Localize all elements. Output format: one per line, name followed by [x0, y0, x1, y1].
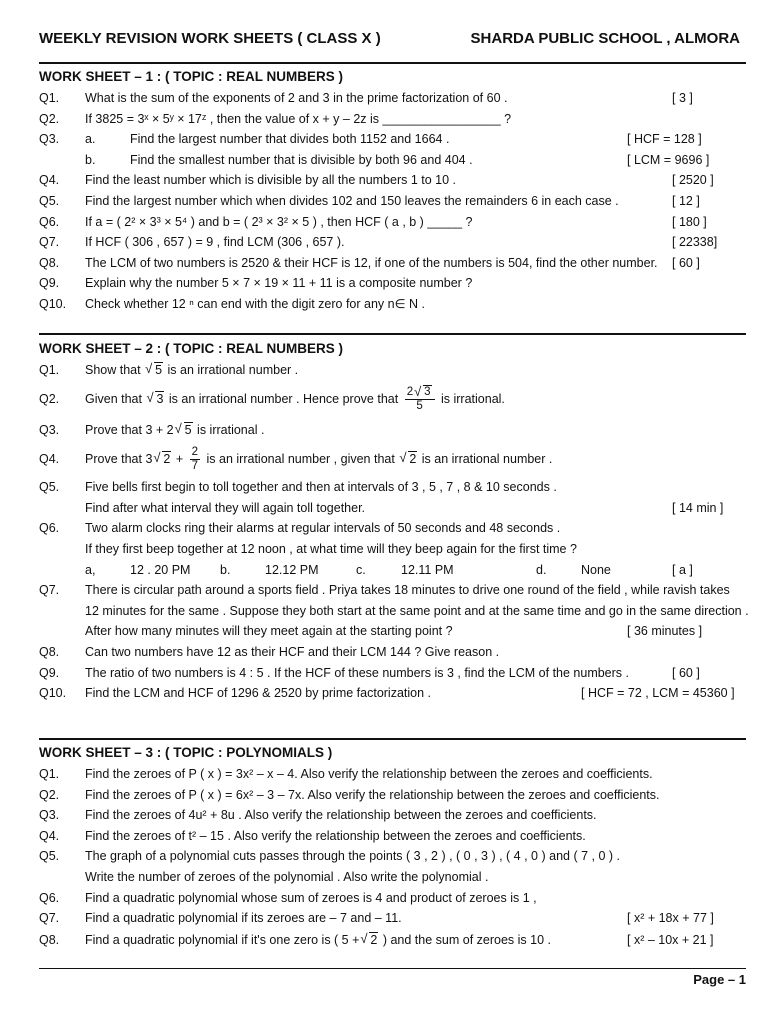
question-text: Find the zeroes of 4u² + 8u . Also verify the relationship between the zeroes and coefficients.: [85, 808, 597, 823]
text: is an irrational number . Hence prove that: [168, 391, 399, 406]
answer: [ LCM = 9696 ]: [627, 152, 710, 167]
divider: [39, 333, 746, 335]
question-text: If HCF ( 306 , 657 ) = 9 , find LCM (306 , 657 ).: [85, 235, 345, 250]
question-row: [39, 383, 746, 415]
question-number: Q6.: [39, 890, 60, 905]
text: is irrational.: [440, 391, 505, 406]
question-text: Explain why the number 5 × 7 × 19 × 11 + 11 is a composite number ?: [85, 276, 473, 291]
question-row: [39, 580, 746, 601]
question-number: Q6.: [39, 521, 60, 536]
answer: [ 60 ]: [672, 665, 700, 680]
text: is irrational .: [197, 422, 265, 437]
question-row: [39, 908, 746, 929]
answer: [ 3 ]: [672, 91, 693, 105]
question-row: [39, 443, 746, 475]
text: Find a quadratic polynomial if it's one zero is ( 5 +: [85, 932, 360, 947]
question-row: [39, 232, 746, 253]
fraction: [190, 446, 200, 473]
worksheet-heading: WEEKLY REVISION WORK SHEETS ( CLASS X ): [39, 30, 381, 47]
answer: [ 36 minutes ]: [627, 624, 703, 639]
option-d: None: [581, 562, 611, 577]
question-row: [39, 683, 746, 704]
option-label: c.: [356, 562, 366, 577]
question-row: [39, 785, 746, 806]
denominator: 7: [191, 460, 199, 473]
text: Show that: [85, 363, 141, 377]
sub-part-label: b.: [85, 152, 96, 167]
school-name: SHARDA PUBLIC SCHOOL , ALMORA: [470, 30, 740, 47]
page-number: Page – 1: [693, 972, 746, 987]
question-number: Q5.: [39, 480, 60, 495]
answer: [ a ]: [672, 562, 693, 577]
sqrt-symbol: [146, 383, 164, 415]
text: is an irrational number .: [167, 363, 299, 377]
numerator: [405, 386, 435, 400]
question-row: [39, 360, 746, 381]
question-number: Q9.: [39, 665, 60, 680]
question-number: Q8.: [39, 644, 60, 659]
question-text: Can two numbers have 12 as their HCF and their LCM 144 ? Give reason .: [85, 644, 500, 659]
question-number: Q8.: [39, 255, 60, 270]
sqrt-symbol: [360, 930, 378, 951]
question-row: [39, 805, 746, 826]
sqrt-symbol: [175, 420, 193, 441]
radicand: 2: [163, 452, 171, 467]
question-number: Q8.: [39, 932, 60, 947]
divider: [39, 968, 746, 969]
question-number: Q7.: [39, 583, 60, 598]
question-row: [39, 273, 746, 294]
sqrt-symbol: [399, 443, 417, 475]
question-text: Find the largest number which when divides 102 and 150 leaves the remainders 6 in each case .: [85, 193, 619, 208]
options-row: [39, 560, 746, 581]
question-text: [85, 443, 552, 475]
divider: [39, 62, 746, 64]
answer: [ 22338]: [672, 235, 718, 250]
option-label: b.: [220, 562, 231, 577]
option-c: 12.11 PM: [401, 562, 454, 577]
question-row: [39, 867, 746, 888]
question-row: [39, 663, 746, 684]
numerator: 2: [191, 446, 199, 459]
question-text: Find the zeroes of t² – 15 . Also verify the relationship between the zeroes and coefficients.: [85, 828, 586, 843]
question-number: Q2.: [39, 787, 60, 802]
option-b: 12.12 PM: [265, 562, 319, 577]
answer: [ HCF = 128 ]: [627, 132, 702, 147]
question-row: [39, 253, 746, 274]
question-text: Write the number of zeroes of the polynomial . Also write the polynomial .: [85, 869, 489, 884]
question-row: [39, 420, 746, 441]
text: Prove that 3 + 2: [85, 422, 174, 437]
radicand: 3: [156, 391, 164, 406]
question-text: 12 minutes for the same . Suppose they both start at the same point and at the same time and go in the same direction .: [85, 603, 749, 618]
question-number: Q3.: [39, 808, 60, 823]
worksheet-1-title: WORK SHEET – 1 : ( TOPIC : REAL NUMBERS ): [39, 69, 344, 84]
question-text: The LCM of two numbers is 2520 & their HCF is 12, if one of the numbers is 504, find the other number.: [85, 255, 658, 270]
question-number: Q2.: [39, 391, 60, 406]
question-row: [39, 642, 746, 663]
question-text: [85, 420, 264, 441]
radicand: 3: [424, 385, 431, 398]
question-text: Find a quadratic polynomial whose sum of zeroes is 4 and product of zeroes is 1 ,: [85, 890, 537, 905]
question-number: Q5.: [39, 849, 60, 864]
worksheet-2: [39, 340, 749, 704]
question-row: [39, 846, 746, 867]
question-row: [39, 109, 746, 130]
question-text: After how many minutes will they meet again at the starting point ?: [85, 624, 453, 639]
question-number: Q4.: [39, 173, 60, 188]
worksheet-3-title: WORK SHEET – 3 : ( TOPIC : POLYNOMIALS ): [39, 745, 333, 760]
radicand: 2: [409, 452, 417, 467]
text: Prove that 3: [85, 452, 153, 467]
question-text: If they first beep together at 12 noon , at what time will they beep again for the first time ?: [85, 541, 577, 556]
question-text: What is the sum of the exponents of 2 and 3 in the prime factorization of 60 .: [85, 91, 508, 105]
answer: [ 14 min ]: [672, 500, 724, 515]
denominator: 5: [416, 399, 423, 412]
divider: [39, 738, 746, 740]
answer: [ 2520 ]: [672, 173, 714, 188]
question-text: If 3825 = 3ˣ × 5ʸ × 17ᶻ , then the value of x + y – 2z is _________________ ?: [85, 111, 512, 126]
question-row: [39, 294, 746, 315]
question-row: [39, 764, 746, 785]
question-text: Find the smallest number that is divisible by both 96 and 404 .: [130, 152, 473, 167]
question-text: Check whether 12 ⁿ can end with the digit zero for any n∈ N .: [85, 296, 425, 311]
question-row: [39, 477, 746, 498]
question-row: [39, 191, 746, 212]
question-number: Q3.: [39, 422, 60, 437]
question-number: Q3.: [39, 132, 60, 147]
question-text: Find the largest number that divides both 1152 and 1664 .: [130, 132, 450, 147]
question-row: [39, 826, 746, 847]
question-row: [39, 888, 746, 909]
question-text: Find the zeroes of P ( x ) = 3x² – x – 4. Also verify the relationship between the zeroes and coefficients.: [85, 767, 653, 781]
question-row: [39, 539, 746, 560]
question-text: Find a quadratic polynomial if its zeroes are – 7 and – 11.: [85, 911, 402, 926]
question-number: Q7.: [39, 235, 60, 250]
worksheet-3: [39, 744, 746, 950]
sqrt-symbol: [153, 443, 171, 475]
question-number: Q7.: [39, 911, 60, 926]
question-text: If a = ( 2² × 3³ × 5⁴ ) and b = ( 2³ × 3² × 5 ) , then HCF ( a , b ) _____ ?: [85, 214, 473, 229]
question-row: [39, 498, 746, 519]
radicand: 5: [155, 363, 163, 377]
radicand: 2: [370, 932, 378, 947]
worksheet-1: [39, 68, 746, 315]
answer: [ x² + 18x + 77 ]: [627, 911, 714, 926]
radicand: 5: [184, 422, 192, 437]
question-number: Q4.: [39, 452, 60, 467]
coefficient: 2: [406, 385, 414, 398]
answer: [ 12 ]: [672, 193, 700, 208]
question-text: Find the zeroes of P ( x ) = 6x² – 3 – 7x. Also verify the relationship between the zeroes and coefficients.: [85, 787, 660, 802]
question-number: Q10.: [39, 686, 67, 701]
text: ) and the sum of zeroes is 10 .: [382, 932, 551, 947]
sqrt-symbol: [414, 386, 431, 399]
answer: [ x² – 10x + 21 ]: [627, 932, 714, 947]
question-row: [39, 621, 746, 642]
question-number: Q10.: [39, 296, 67, 311]
question-row: [39, 170, 746, 191]
fraction: [405, 386, 435, 413]
question-number: Q1.: [39, 91, 60, 105]
question-number: Q5.: [39, 193, 60, 208]
question-text: [85, 360, 298, 381]
question-number: Q9.: [39, 276, 60, 291]
text: is an irrational number , given that: [206, 452, 395, 467]
question-text: Two alarm clocks ring their alarms at regular intervals of 50 seconds and 48 seconds .: [85, 521, 561, 536]
question-number: Q1.: [39, 767, 60, 781]
question-text: There is circular path around a sports field . Priya takes 18 minutes to drive one round of the field , while ravish takes: [85, 583, 730, 598]
question-text: Find the LCM and HCF of 1296 & 2520 by prime factorization .: [85, 686, 432, 701]
question-row: [39, 129, 746, 150]
question-text: The graph of a polynomial cuts passes through the points ( 3 , 2 ) , ( 0 , 3 ) , ( 4 , 0 ) and ( 7 , 0 ) .: [85, 849, 620, 864]
question-number: Q6.: [39, 214, 60, 229]
option-a: 12 . 20 PM: [130, 562, 191, 577]
worksheet-2-title: WORK SHEET – 2 : ( TOPIC : REAL NUMBERS ): [39, 341, 344, 356]
question-row: [39, 88, 746, 109]
sqrt-symbol: [145, 360, 163, 381]
question-row: [39, 212, 746, 233]
answer: [ 60 ]: [672, 255, 700, 270]
option-label: d.: [536, 562, 547, 577]
question-number: Q1.: [39, 363, 60, 377]
question-text: Find the least number which is divisible by all the numbers 1 to 10 .: [85, 173, 457, 188]
text: Given that: [85, 391, 142, 406]
answer: [ 180 ]: [672, 214, 707, 229]
question-text: [85, 930, 551, 951]
question-text: Five bells first begin to toll together and then at intervals of 3 , 5 , 7 , 8 & 10 seconds .: [85, 480, 557, 495]
question-text: Find after what interval they will again toll together.: [85, 500, 366, 515]
question-row: [39, 518, 746, 539]
question-row: [39, 601, 749, 622]
question-text: [85, 383, 505, 415]
plus-sign: +: [175, 452, 184, 467]
question-number: Q4.: [39, 828, 60, 843]
text: is an irrational number .: [421, 452, 553, 467]
question-text: The ratio of two numbers is 4 : 5 . If the HCF of these numbers is 3 , find the LCM of the numbers .: [85, 665, 629, 680]
question-number: Q2.: [39, 111, 60, 126]
answer: [ HCF = 72 , LCM = 45360 ]: [581, 686, 735, 701]
option-label: a,: [85, 562, 96, 577]
question-row: [39, 930, 746, 951]
sub-part-label: a.: [85, 132, 96, 147]
question-row: [39, 150, 746, 171]
